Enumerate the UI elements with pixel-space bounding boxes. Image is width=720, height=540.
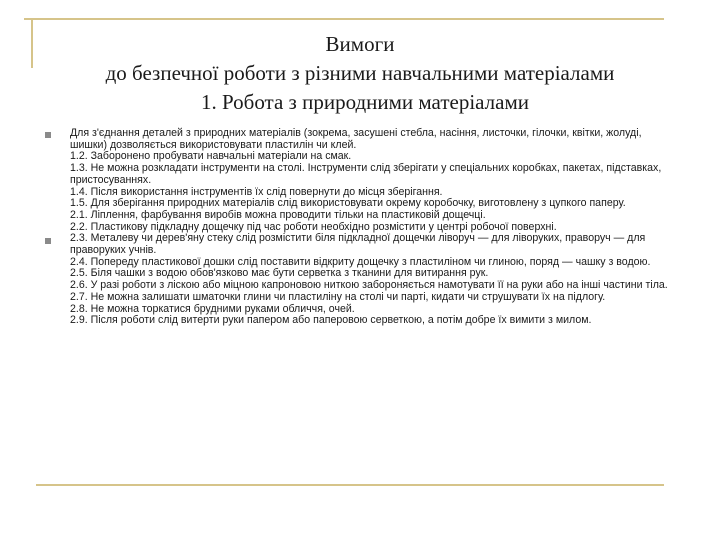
top-divider (24, 18, 664, 20)
body-paragraph: 1.3. Не можна розкладати інструменти на столі. Інструменти слід зберігати у спеціальних коробках, пакетах, підставках, пристосуваннях. (70, 162, 662, 186)
body-paragraph: 1.5. Для зберігання природних матеріалів слід використовувати окрему коробочку, виготовлену з цупкого паперу. (70, 197, 626, 210)
slide-title (40, 30, 680, 117)
title-line-3: 1. Робота з природними матеріалами (200, 90, 529, 114)
body-paragraph: 2.9. Після роботи слід витерти руки папером або паперовою серветкою, а потім добре їх вимити з милом. (70, 314, 592, 327)
body-paragraph: 2.6. У разі роботи з ліскою або міцною капроновою ниткою забороняється намотувати її на руки або на інші частини тіла. (70, 279, 668, 292)
bullet-marker (45, 132, 51, 138)
body-paragraph: 2.2. Пластикову підкладну дощечку під час роботи необхідно розмістити у центрі робочої поверхні. (70, 220, 557, 233)
body-paragraph: Для з'єднання деталей з природних матеріалів (зокрема, засушені стебла, насіння, листочки, гілочки, квітки, жолуді, шишки) дозволяється використовувати пластилін чи клей. (70, 127, 642, 151)
bottom-divider (36, 484, 664, 486)
body-paragraph: 2.1. Ліплення, фарбування виробів можна проводити тільки на пластиковій дощечці. (70, 208, 486, 221)
left-accent-line (31, 18, 33, 68)
body-paragraph: 2.7. Не можна залишати шматочки глини чи пластиліну на столі чи парті, кидати чи струшувати їх на підлогу. (70, 290, 606, 303)
body-paragraph: 2.8. Не можна торкатися брудними руками обличчя, очей. (70, 302, 355, 315)
body-paragraph: 2.5. Біля чашки з водою обов'язково має бути серветка з тканини для витирання рук. (70, 267, 489, 280)
title-line-1: Вимоги (325, 32, 395, 56)
body-paragraph: 1.4. Після використання інструментів їх слід повернути до місця зберігання. (70, 185, 443, 198)
body-paragraph: 1.2. Заборонено пробувати навчальні матеріали на смак. (70, 150, 352, 163)
title-line-2: до безпечної роботи з різними навчальними матеріалами (105, 61, 615, 85)
body-paragraph: 2.3. Металеву чи дерев'яну стеку слід розмістити біля підкладної дощечки ліворуч — для ліворуких, праворуч — для праворуких учнів. (70, 232, 646, 257)
bullet-marker (45, 238, 51, 244)
slide-body (70, 128, 675, 327)
body-paragraph: 2.4. Попереду пластикової дошки слід поставити відкриту дощечку з пластиліном чи глиною, поряд — чашку з водою. (70, 255, 651, 268)
